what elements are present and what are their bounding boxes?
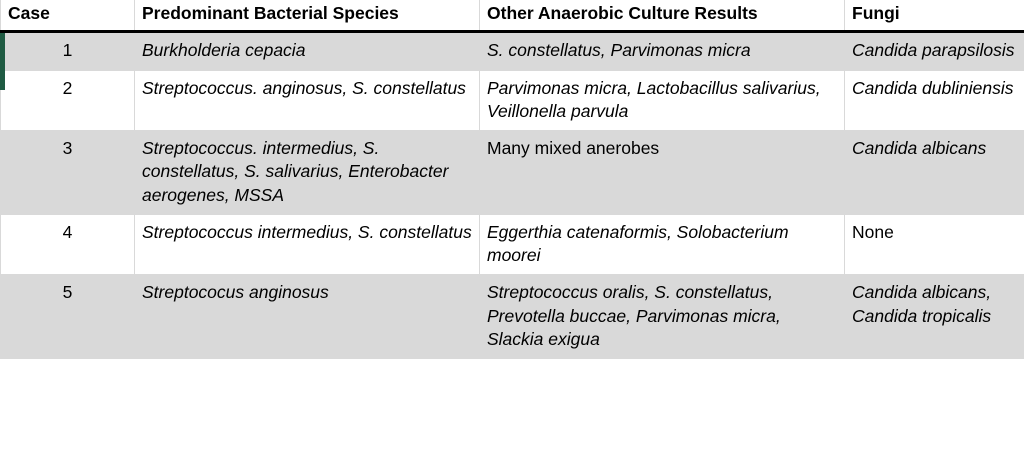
- table-row: [1, 131, 1028, 215]
- cell-other-anaerobic-results: Many mixed anerobes: [480, 131, 845, 215]
- cell-case-number: 5: [1, 275, 135, 359]
- cell-fungi: Candida dubliniensis: [845, 70, 1028, 131]
- column-header-predominant-bacterial-species: Predominant Bacterial Species: [135, 0, 480, 32]
- column-header-fungi: Fungi: [845, 0, 1028, 32]
- cell-case-number: 4: [1, 214, 135, 275]
- cell-predominant-species: Burkholderia cepacia: [135, 32, 480, 70]
- cell-other-anaerobic-results: Streptococcus oralis, S. constellatus, Prevotella buccae, Parvimonas micra, Slackia exigua: [480, 275, 845, 359]
- table-header-row: [1, 0, 1028, 32]
- cell-case-number: 3: [1, 131, 135, 215]
- table-row: [1, 70, 1028, 131]
- cell-other-anaerobic-results: Parvimonas micra, Lactobacillus salivarius, Veillonella parvula: [480, 70, 845, 131]
- cell-predominant-species: Streptococcus. anginosus, S. constellatus: [135, 70, 480, 131]
- cell-predominant-species: Streptococcus intermedius, S. constellatus: [135, 214, 480, 275]
- cell-fungi: Candida albicans, Candida tropicalis: [845, 275, 1028, 359]
- table-row: [1, 214, 1028, 275]
- cell-case-number: 2: [1, 70, 135, 131]
- column-header-other-anaerobic-culture-results: Other Anaerobic Culture Results: [480, 0, 845, 32]
- table-header: [1, 0, 1028, 32]
- cell-predominant-species: Streptococcus. intermedius, S. constellatus, S. salivarius, Enterobacter aerogenes, MSSA: [135, 131, 480, 215]
- cell-case-number: 1: [1, 32, 135, 70]
- table-body: [1, 32, 1028, 359]
- table-row: [1, 32, 1028, 70]
- table-row: [1, 275, 1028, 359]
- cell-fungi: None: [845, 214, 1028, 275]
- column-header-case: Case: [1, 0, 135, 32]
- cell-other-anaerobic-results: S. constellatus, Parvimonas micra: [480, 32, 845, 70]
- right-edge-strip: [1024, 0, 1028, 454]
- cell-fungi: Candida albicans: [845, 131, 1028, 215]
- cell-predominant-species: Streptococus anginosus: [135, 275, 480, 359]
- row-accent-marker: [0, 33, 5, 90]
- cell-fungi: Candida parapsilosis: [845, 32, 1028, 70]
- cell-other-anaerobic-results: Eggerthia catenaformis, Solobacterium moorei: [480, 214, 845, 275]
